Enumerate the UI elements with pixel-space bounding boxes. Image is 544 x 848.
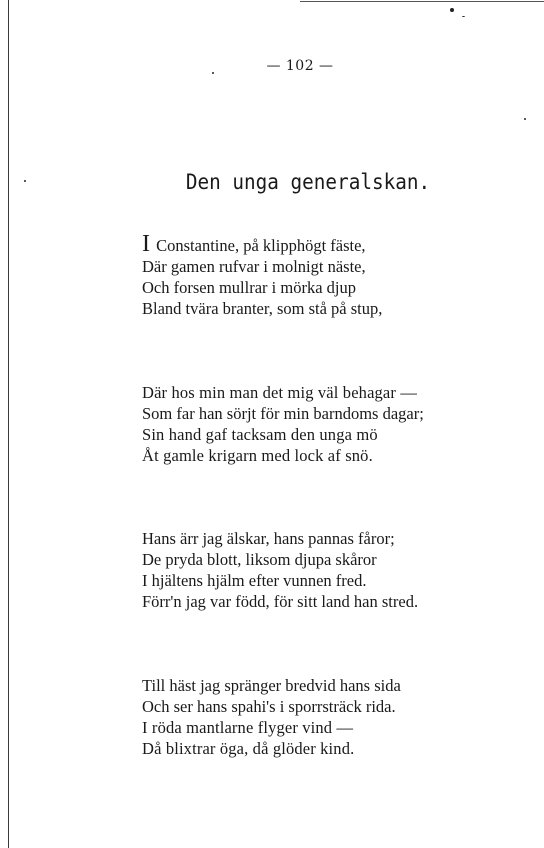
page-number: — 102 — — [266, 58, 334, 74]
line-text: Constantine, på klipphögt fäste, — [152, 236, 366, 255]
stanza — [142, 528, 418, 612]
stanza — [142, 675, 401, 759]
poem-line: Sin hand gaf tacksam den unga mö — [142, 425, 378, 444]
poem-line: Som far han sörjt för min barndoms dagar; — [142, 404, 424, 423]
stanza — [142, 382, 424, 466]
drop-cap: I — [142, 231, 150, 257]
poem-line: Till häst jag spränger bredvid hans sida — [142, 676, 401, 695]
ink-speck — [524, 118, 526, 120]
poem-line: Då blixtrar öga, då glöder kind. — [142, 739, 355, 758]
poem-line: Åt gamle krigarn med lock af snö. — [142, 446, 373, 465]
poem-line: Och ser hans spahi's i sporrsträck rida. — [142, 697, 396, 716]
poem-line — [142, 231, 382, 257]
poem-line: Där hos min man det mig väl behagar — — [142, 383, 417, 402]
ink-speck — [450, 8, 454, 12]
page-top-edge — [300, 1, 544, 2]
ink-speck — [462, 16, 465, 17]
poem-line: I hjältens hjälm efter vunnen fred. — [142, 571, 367, 590]
page-left-edge — [8, 0, 9, 848]
poem-line: Förr'n jag var född, för sitt land han stred. — [142, 592, 419, 611]
poem-line: Hans ärr jag älskar, hans pannas fåror; — [142, 529, 395, 548]
stanza — [142, 231, 383, 319]
poem-line: Där gamen rufvar i molnigt näste, — [142, 257, 366, 276]
poem-title: Den unga generalskan. — [185, 170, 431, 194]
poem-line: De pryda blott, liksom djupa skåror — [142, 550, 377, 569]
poem-line: Bland tvära branter, som stå på stup, — [142, 299, 383, 318]
poem-line: I röda mantlarne flyger vind — — [142, 718, 354, 737]
poem-line: Och forsen mullrar i mörka djup — [142, 278, 356, 297]
